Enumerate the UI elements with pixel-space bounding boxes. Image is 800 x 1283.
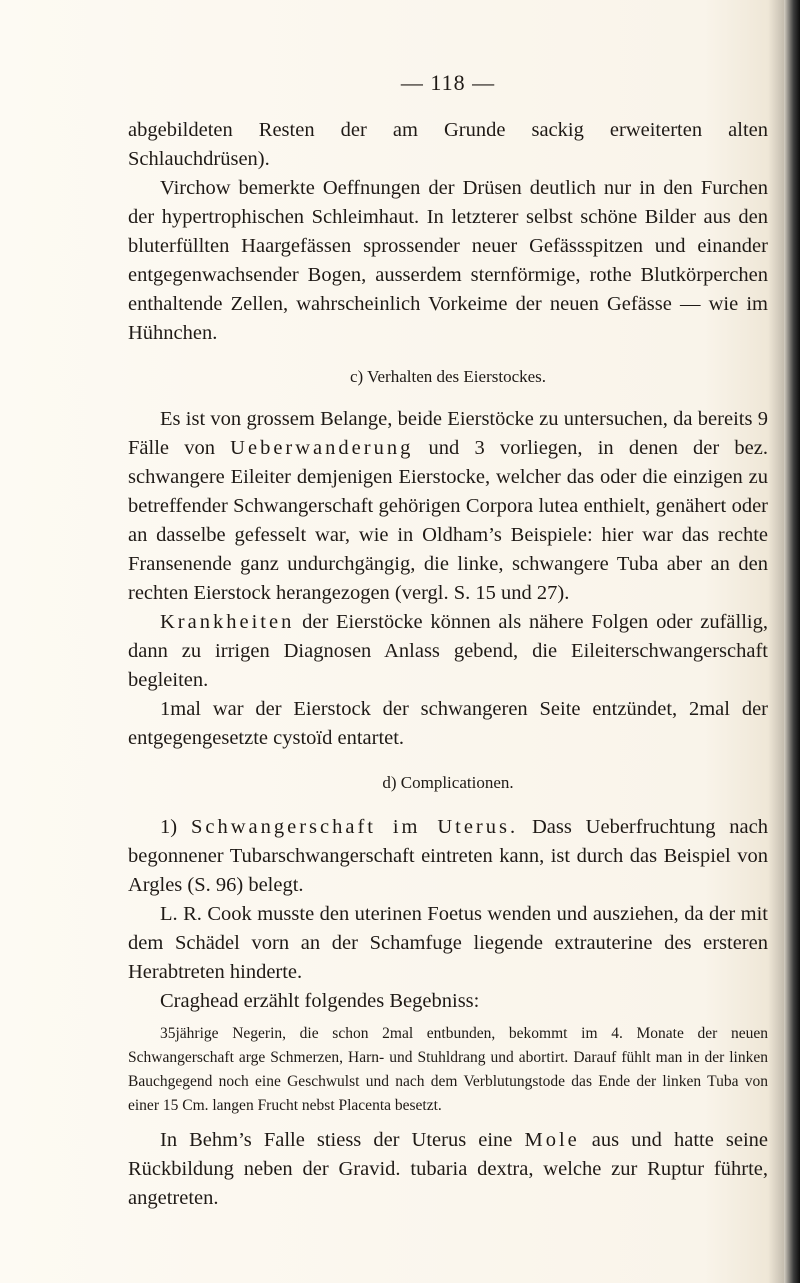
section-heading-d: d) Complicationen.: [382, 773, 514, 792]
paragraph-10-start: In Behm’s Falle stiess der Uterus eine: [160, 1129, 525, 1151]
paragraph-4: [128, 608, 768, 695]
spaced-term-krankheiten: Krankheiten: [160, 611, 295, 633]
spaced-term-schwangerschaft-im-uterus: Schwangerschaft im Uterus.: [190, 816, 519, 838]
paragraph-6-end: Dass Ueberfruchtung nach begonnener Tubarschwangerschaft eintreten kann, ist durch das Beispiel von Argles (S. 96) belegt.: [128, 816, 768, 896]
paragraph-6: [128, 813, 768, 900]
paragraph-4-end: der Eierstöcke können als nähere Folgen oder zufällig, dann zu irrigen Diagnosen Anlass gebend, die Eileiterschwangerschaft begleiten.: [128, 611, 768, 691]
paragraph-1: abgebildeten Resten der am Grunde sackig erweiterten alten Schlauchdrüsen).: [128, 119, 768, 170]
paragraph-2: Virchow bemerkte Oeffnungen der Drüsen deutlich nur in den Furchen der hypertrophischen Schleimhaut. In letzterer selbst schöne Bilder aus den bluterfüllten Haargefässen sprossender neuer Gefässspitzen und einander entgegenwachsender Bogen, ausserdem sternförmige, rothe Blutkörperchen enthaltende Zellen, wahrscheinlich Vorkeime der neuen Gefässe — wie im Hühnchen.: [128, 177, 768, 344]
paragraph-3-start: Es ist von grossem Belange, beide Eierstöcke zu untersuchen, da bereits 9 Fälle von: [128, 408, 768, 459]
paragraph-3-end: und 3 vorliegen, in denen der bez. schwangere Eileiter demjenigen Eierstocke, welcher das oder die einzigen zu betreffender Schwangerschaft gehörigen Corpora lutea enthielt, genähert oder an dasselbe gefesselt war, wie in Oldham’s Beispiele: hier war das rechte Fransenende ganz undurchgängig, die linke, schwangere Tuba aber an den rechten Eierstock herangezogen (vergl. S. 15 und 27).: [128, 437, 768, 604]
paragraph-10-end: aus und hatte seine Rückbildung neben der Gravid. tubaria dextra, welche zur Ruptur führte, angetreten.: [128, 1129, 768, 1209]
paragraph-10: [128, 1126, 768, 1213]
section-heading-c: c) Verhalten des Eierstockes.: [349, 367, 547, 386]
paragraph-3: [128, 405, 768, 608]
spaced-term-ueberwanderung: Ueberwanderung: [230, 437, 414, 459]
paragraph-8: Craghead erzählt folgendes Begebniss:: [160, 990, 480, 1012]
paragraph-5: 1mal war der Eierstock der schwangeren Seite entzündet, 2mal der entgegengesetzte cystoïd entartet.: [128, 698, 768, 749]
small-print-case-report: 35jährige Negerin, die schon 2mal entbunden, bekommt im 4. Monate der neuen Schwangerschaft arge Schmerzen, Harn- und Stuhldrang und abortirt. Darauf fühlt man in der linken Bauchgegend noch eine Geschwulst und nach dem Verblutungstode das Ende der linken Tuba von einer 15 Cm. langen Frucht nebst Placenta besetzt.: [128, 1025, 768, 1114]
spaced-term-mole: Mole: [524, 1129, 580, 1151]
page-content: [128, 70, 768, 1213]
paragraph-6-number: 1): [160, 816, 191, 838]
page-edge-shadow: [784, 0, 800, 1283]
page-number: — 118 —: [400, 70, 496, 95]
paragraph-7: L. R. Cook musste den uterinen Foetus wenden und ausziehen, da der mit dem Schädel vorn an der Schamfuge liegende extrauterine des ersteren Herabtreten hinderte.: [128, 903, 768, 983]
